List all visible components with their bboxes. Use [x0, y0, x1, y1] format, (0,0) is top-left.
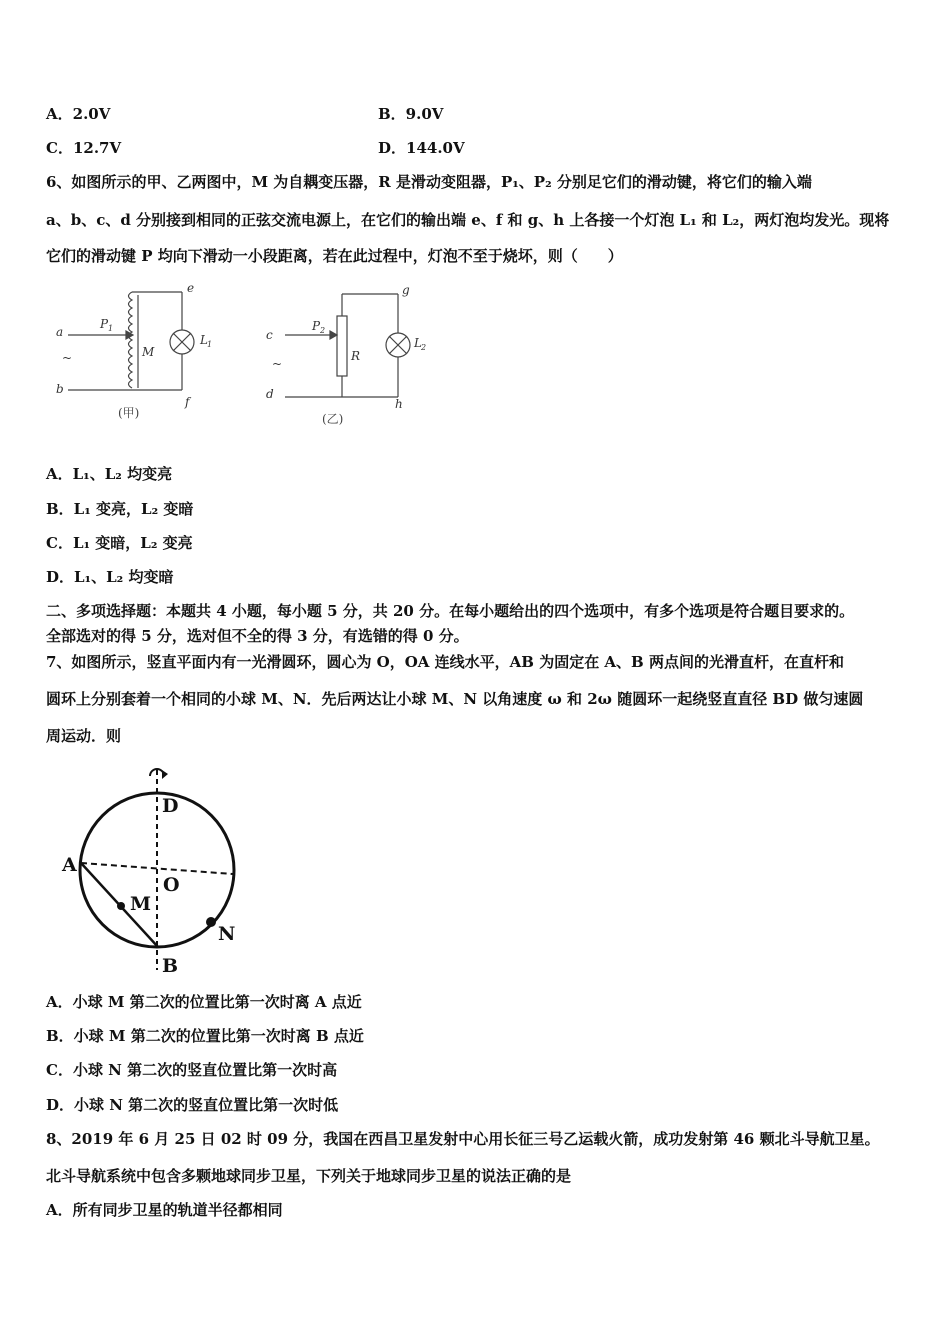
q7-stem-line-1: 7、如图所示，竖直平面内有一光滑圆环，圆心为 O，OA 连线水平，AB 为固定在 A、B 两点间的光滑直杆，在直杆和 — [46, 653, 844, 671]
ring-label-m: M — [130, 893, 152, 915]
q6-option-c: C．L₁ 变暗，L₂ 变亮 — [46, 534, 193, 552]
q5-option-b: B．9.0V — [378, 105, 444, 123]
ring-label-n: N — [218, 923, 236, 945]
q7-option-d: D．小球 N 第二次的竖直位置比第一次时低 — [46, 1096, 339, 1114]
q6-option-b: B．L₁ 变亮，L₂ 变暗 — [46, 500, 194, 518]
fig-label-c: c — [266, 328, 273, 342]
fig-label-f: f — [185, 395, 190, 409]
q7-stem-line-2: 圆环上分别套着一个相同的小球 M、N．先后两达让小球 M、N 以角速度 ω 和 2ω 随圆环一起绕竖直直径 BD 做匀速圆 — [46, 690, 864, 708]
fig-label-r: R — [351, 349, 361, 363]
fig-tilde-jia: ~ — [62, 351, 73, 365]
fig-label-l1-sub: 1 — [207, 340, 213, 349]
fig-label-e: e — [187, 281, 195, 295]
ring-label-a: A — [62, 854, 77, 876]
fig-label-b: b — [56, 382, 64, 396]
q7-ring-figure — [50, 760, 260, 975]
q6-option-d: D．L₁、L₂ 均变暗 — [46, 568, 174, 586]
fig-label-p2: P — [312, 319, 321, 333]
ring-label-o: O — [163, 874, 180, 896]
ring-label-b: B — [162, 955, 179, 975]
q7-option-a: A．小球 M 第二次的位置比第一次时离 A 点近 — [46, 993, 362, 1011]
q8-option-a: A．所有同步卫星的轨道半径都相同 — [46, 1201, 283, 1219]
q6-option-a: A．L₁、L₂ 均变亮 — [46, 465, 173, 483]
fig-caption-jia: (甲) — [118, 406, 140, 420]
fig-tilde-yi: ~ — [272, 357, 283, 371]
fig-label-p1: P — [100, 317, 109, 331]
fig-label-m: M — [142, 345, 155, 359]
fig-label-l2: L — [414, 336, 422, 350]
fig-label-h: h — [395, 397, 403, 411]
fig-caption-yi: (乙) — [322, 412, 344, 426]
q5-option-a: A．2.0V — [46, 105, 111, 123]
q7-stem-line-3: 周运动．则 — [46, 727, 122, 745]
ring-label-d: D — [162, 795, 179, 817]
fig-label-p1-sub: 1 — [108, 324, 114, 333]
q7-option-c: C．小球 N 第二次的竖直位置比第一次时高 — [46, 1061, 338, 1079]
q8-stem-line-2: 北斗导航系统中包含多颗地球同步卫星，下列关于地球同步卫星的说法正确的是 — [46, 1167, 572, 1185]
q6-stem-line-2: a、b、c、d 分别接到相同的正弦交流电源上，在它们的输出端 e、f 和 g、h 上各接一个灯泡 L₁ 和 L₂，两灯泡均发光。现将 — [46, 211, 890, 229]
q6-stem-line-1: 6、如图所示的甲、乙两图中，M 为自耦变压器，R 是滑动变阻器，P₁、P₂ 分别足它们的滑动键，将它们的输入端 — [46, 173, 812, 191]
q6-stem-line-3: 它们的滑动键 P 均向下滑动一小段距离，若在此过程中，灯泡不至于烧坏，则（ ） — [46, 247, 623, 265]
fig-label-l2-sub: 2 — [421, 343, 427, 352]
section2-line-2: 全部选对的得 5 分，选对但不全的得 3 分，有选错的得 0 分。 — [46, 627, 469, 645]
q7-option-b: B．小球 M 第二次的位置比第一次时离 B 点近 — [46, 1027, 364, 1045]
q8-stem-line-1: 8、2019 年 6 月 25 日 02 时 09 分，我国在西昌卫星发射中心用长征三号乙运载火箭，成功发射第 46 颗北斗导航卫星。 — [46, 1130, 880, 1148]
fig-label-l1: L — [200, 333, 208, 347]
fig-label-g: g — [402, 283, 410, 297]
section2-line-1: 二、多项选择题：本题共 4 小题，每小题 5 分，共 20 分。在每小题给出的四个选项中，有多个选项是符合题目要求的。 — [46, 602, 855, 620]
fig-label-p2-sub: 2 — [320, 326, 326, 335]
q5-option-c: C．12.7V — [46, 139, 122, 157]
q5-option-d: D．144.0V — [378, 139, 465, 157]
fig-label-a: a — [56, 325, 64, 339]
fig-label-d: d — [266, 387, 274, 401]
q6-circuit-figure — [40, 280, 440, 430]
